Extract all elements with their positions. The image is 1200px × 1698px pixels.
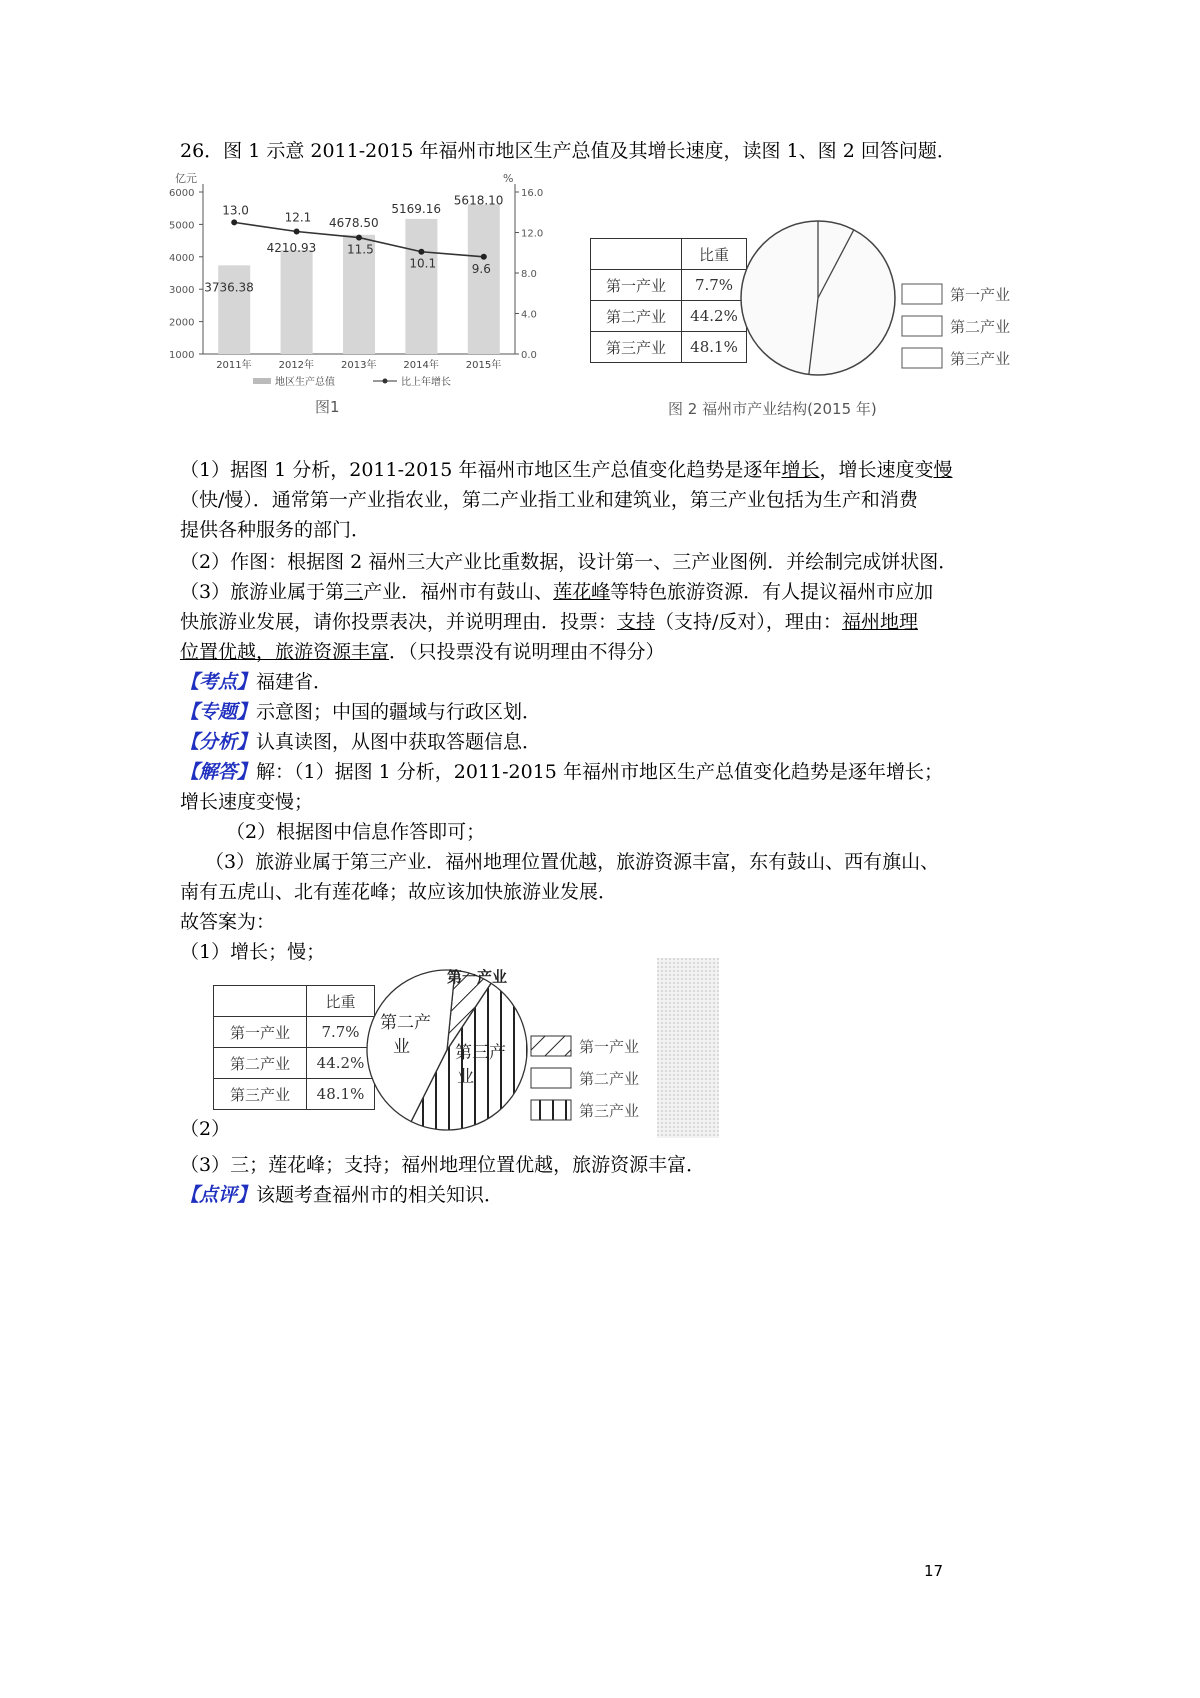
jieda-line7: （1）增长；慢；: [180, 941, 326, 963]
fig1-right-tick-label: 4.0: [521, 309, 537, 321]
fig1-left-tick-label: 6000: [169, 188, 195, 199]
fig1-legend-line-label: 比上年增长: [401, 377, 451, 388]
fig2-legend-label: 第二产业: [950, 318, 1011, 336]
fig1-growth-label: 13.0: [222, 203, 249, 218]
fig1-bar: [405, 219, 437, 354]
dianping-text: 该题考查福州市的相关知识．: [256, 1184, 504, 1206]
figure1-chart: [165, 168, 575, 428]
fig1-right-tick-label: 0.0: [521, 350, 537, 361]
fig1-x-tick-label: 2013年: [341, 360, 377, 371]
answer-row-value: 48.1%: [307, 1079, 375, 1110]
answer-pie-label-3: 第三产: [455, 1043, 506, 1063]
fig1-left-tick-label: 5000: [169, 220, 195, 232]
q3-text: ．（只投票没有说明理由不得分）: [389, 641, 665, 663]
answer3-line: （3）三；莲花峰；支持；福州地理位置优越，旅游资源丰富．: [180, 1154, 706, 1176]
answer-pie-label-1: 第一产业: [447, 968, 508, 986]
fig1-left-tick-label: 3000: [169, 285, 195, 297]
answer-legend-label: 第一产业: [579, 1038, 640, 1056]
q2-line: （2）作图：根据图 2 福州三大产业比重数据，设计第一、三产业图例．并绘制完成饼状图．: [180, 551, 958, 573]
jieda-tag: 【解答】: [180, 761, 257, 783]
kaodian-tag: 【考点】: [180, 671, 257, 693]
answer-row-name: 第一产业: [214, 1017, 307, 1048]
zhuanti-line: [180, 697, 541, 727]
fig2-row-name: 第一产业: [591, 270, 682, 301]
q3-answer-vote: 支持: [617, 611, 656, 633]
fig2-row-value: 48.1%: [682, 332, 747, 363]
page-number: 17: [924, 1562, 944, 1580]
fig1-legend-bar-label: 地区生产总值: [275, 377, 335, 388]
fig1-bar-label: 3736.38: [204, 280, 254, 295]
q1-text: ，增长速度变: [819, 459, 934, 481]
fig1-right-tick-label: 8.0: [521, 269, 537, 280]
fig2-row-name: 第二产业: [591, 301, 682, 332]
fig1-x-tick-label: 2012年: [278, 360, 315, 371]
fig1-bar: [281, 250, 313, 354]
q3-line2: [180, 607, 918, 637]
answer-row-name: 第三产业: [214, 1079, 307, 1110]
fig1-growth-point: [356, 235, 362, 241]
fig1-right-tick-label: 12.0: [521, 228, 544, 240]
answer-table-header: 比重: [307, 986, 375, 1017]
answer-table: [213, 985, 375, 1110]
fig1-growth-point: [481, 254, 487, 260]
fig1-bar-label: 5169.16: [391, 201, 442, 216]
figure2-table: [590, 238, 747, 363]
fig1-x-tick-label: 2015年: [465, 360, 502, 371]
fig1-x-tick-label: 2011年: [216, 360, 252, 371]
fig2-table-header: 比重: [682, 239, 747, 270]
zhuanti-tag: 【专题】: [180, 701, 257, 723]
fig1-growth-point: [231, 219, 237, 225]
q1-answer-speed: 慢: [933, 459, 953, 481]
q1-line1: [180, 455, 952, 485]
fig1-bar-label: 5618.10: [453, 193, 504, 208]
answer-legend-swatch: [531, 1100, 571, 1120]
fig1-left-tick-label: 4000: [169, 252, 195, 264]
fig1-bar: [218, 265, 250, 354]
answer-legend-label: 第二产业: [579, 1070, 640, 1088]
fig1-bar-label: 4210.93: [266, 240, 317, 255]
fig1-growth-label: 11.5: [347, 242, 374, 257]
fig2-legend-swatch: [902, 316, 942, 336]
jieda-line2: 增长速度变慢；: [180, 791, 314, 813]
fig1-legend-bar-swatch: [253, 378, 271, 384]
answer-legend-swatch: [531, 1068, 571, 1088]
q1-line2: （快/慢）．通常第一产业指农业，第二产业指工业和建筑业，第三产业包括为生产和消费: [180, 489, 918, 511]
fig1-right-unit: %: [503, 172, 514, 185]
fig1-bar-label: 4678.50: [329, 215, 379, 230]
answer-legend-label: 第三产业: [579, 1102, 640, 1120]
q3-line3: [180, 637, 665, 667]
q3-answer-reason: 福州地理: [841, 611, 918, 633]
q1-answer-trend: 增长: [781, 459, 820, 481]
fenxi-line: [180, 727, 541, 757]
q3-text: 快旅游业发展，请你投票表决，并说明理由．投票：: [180, 611, 618, 633]
answer-pie-label-3: 业: [457, 1067, 474, 1087]
answer-legend-swatch: [531, 1036, 571, 1056]
fig1-left-tick-label: 1000: [169, 350, 195, 361]
answer-row-value: 44.2%: [307, 1048, 375, 1079]
jieda-line6: 故答案为：: [180, 911, 276, 933]
fig2-row-value: 7.7%: [682, 270, 747, 301]
kaodian-line: [180, 667, 332, 697]
fenxi-text: 认真读图，从图中获取答题信息．: [256, 731, 542, 753]
q3-line1: [180, 577, 933, 607]
fig1-growth-label: 12.1: [284, 210, 312, 225]
answer-pie-label-2: 业: [393, 1037, 410, 1057]
fig2-legend-label: 第三产业: [950, 350, 1011, 368]
fig1-legend-line-marker: [383, 379, 388, 384]
q3-text: 等特色旅游资源．有人提议福州市应加: [610, 581, 934, 603]
jieda-text: 解：（1）据图 1 分析，2011-2015 年福州市地区生产总值变化趋势是逐年增长；: [256, 761, 943, 783]
jieda-line4: （3）旅游业属于第三产业．福州地理位置优越，旅游资源丰富，东有鼓山、西有旗山、: [205, 851, 940, 873]
q3-answer-resource: 莲花峰: [553, 581, 611, 603]
fig1-left-unit: 亿元: [175, 172, 197, 185]
fig1-growth-label: 10.1: [409, 256, 437, 271]
q3-answer-reason: 位置优越，旅游资源丰富: [180, 641, 390, 663]
fig1-bar: [468, 204, 500, 354]
figure2-pie: [730, 218, 1040, 398]
answer-shaded-block: [657, 958, 719, 1138]
answer-row-name: 第二产业: [214, 1048, 307, 1079]
kaodian-text: 福建省．: [256, 671, 333, 693]
jieda-line1: [180, 757, 943, 787]
zhuanti-text: 示意图；中国的疆域与行政区划．: [256, 701, 542, 723]
fig1-caption: 图1: [315, 398, 340, 416]
fig1-right-tick-label: 16.0: [521, 188, 544, 199]
q3-text: （支持/反对），理由：: [655, 611, 842, 633]
fig2-legend-label: 第一产业: [950, 286, 1011, 304]
q3-answer-industry: 三: [344, 581, 364, 603]
fig2-row-value: 44.2%: [682, 301, 747, 332]
answer-pie-label-2: 第二产: [380, 1013, 431, 1033]
dianping-tag: 【点评】: [180, 1184, 257, 1206]
fig1-growth-label: 9.6: [471, 261, 491, 276]
question-intro: 26．图 1 示意 2011-2015 年福州市地区生产总值及其增长速度，读图 1、图 2 回答问题．: [180, 140, 956, 162]
fig1-growth-point: [294, 228, 300, 234]
fig2-row-name: 第三产业: [591, 332, 682, 363]
q3-text: （3）旅游业属于第: [180, 581, 345, 603]
fig2-legend-swatch: [902, 348, 942, 368]
q1-line3: 提供各种服务的部门．: [180, 519, 371, 541]
fig1-left-tick-label: 2000: [169, 317, 195, 329]
jieda-line3: （2）根据图中信息作答即可；: [226, 821, 486, 843]
q3-text: 产业．福州市有鼓山、: [363, 581, 554, 603]
answer-row-value: 7.7%: [307, 1017, 375, 1048]
q1-text: （1）据图 1 分析，2011-2015 年福州市地区生产总值变化趋势是逐年: [180, 459, 782, 481]
fig2-legend-swatch: [902, 284, 942, 304]
fig1-x-tick-label: 2014年: [403, 360, 439, 371]
fig1-growth-point: [418, 249, 424, 255]
jieda-line5: 南有五虎山、北有莲花峰；故应该加快旅游业发展．: [180, 881, 618, 903]
fenxi-tag: 【分析】: [180, 731, 257, 753]
dianping-line: [180, 1180, 503, 1210]
answer-figure-number: （2）: [180, 1118, 231, 1140]
figure2-caption: 图 2 福州市产业结构(2015 年): [668, 400, 877, 418]
answer-pie-figure: [365, 958, 725, 1143]
